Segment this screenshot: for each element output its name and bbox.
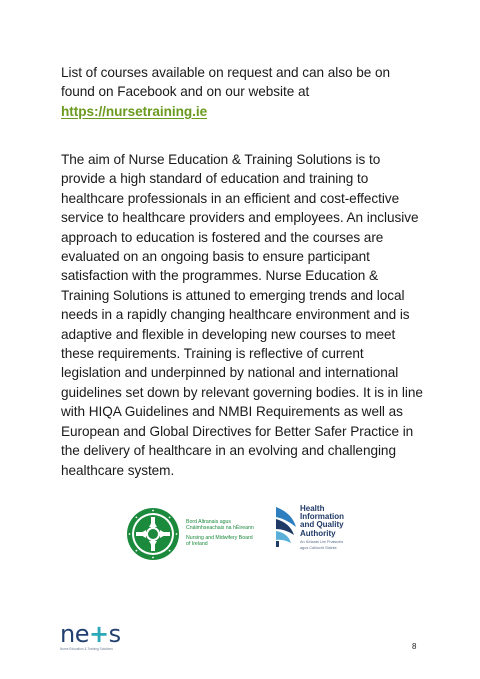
nmbi-irish-line2: Cnáimhseachais na hÉireann [186,525,254,532]
page-number: 8 [412,642,417,651]
nets-tagline: Nurse Education & Training Solutions [60,647,113,651]
nmbi-irish-line1: Bord Altranais agus [186,519,231,525]
hiqa-irish-line2: agus Cáilíocht Sláinte [300,546,337,551]
hiqa-line1: Health [300,504,325,513]
hiqa-wave-icon [274,505,298,549]
intro-paragraph [61,63,426,121]
intro-text: List of courses available on request and can also be on found on Facebook and on our website at [61,65,391,100]
hiqa-name [300,505,390,551]
aim-paragraph: The aim of Nurse Education & Training Solutions is to provide a high standard of education and training to healthcare professionals in an efficient and cost-effective service to healthcare providers and employees. An inclusive approach to education is fostered and the courses are evaluated on an ongoing basis to ensure participant satisfaction with the programmes. Nurse Education & Training Solutions is attuned to emerging trends and local needs in a rapidly changing healthcare environment and is adaptive and flexible in developing new courses to meet these requirements. Training is reflective of current legislation and underpinned by national and international guidelines set down by relevant governing bodies. It is in line with HIQA Guidelines and NMBI Requirements as well as European and Global Directives for Better Safer Practice in the delivery of healthcare in an evolving and challenging healthcare system. [61,152,423,478]
nmbi-seal-icon [126,507,180,561]
hiqa-line2: Information [300,512,344,522]
nets-word-post: s [108,620,121,648]
accreditation-logos [126,505,386,565]
nets-plus-icon: + [88,620,109,648]
nets-wordmark [60,622,130,646]
nets-word-pre: ne [60,620,89,648]
nmbi-english-line2: of Ireland [186,541,208,548]
website-link[interactable]: https://nursetraining.ie [61,103,208,119]
hiqa-line4: Authority [300,528,336,538]
nmbi-english-line1: Nursing and Midwifery Board [186,534,253,541]
hiqa-line3: and Quality [300,520,344,530]
hiqa-irish-line1: An tÚdarás Um Fhaisnéis [300,539,344,544]
nets-logo [60,622,130,652]
